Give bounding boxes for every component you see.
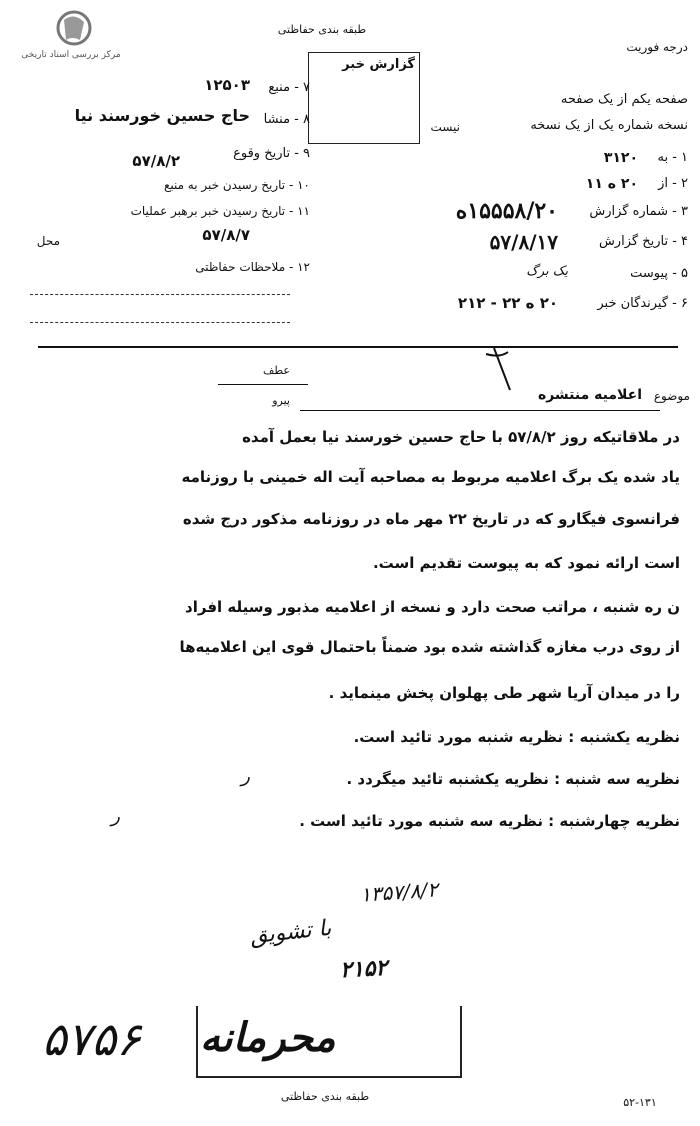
body-line-7: را در میدان آریا شهر طی پهلوان پخش مینماید . (328, 684, 680, 702)
form-right-value-5: یک برگ (526, 264, 568, 279)
subject-underline (300, 410, 660, 411)
body-line-6: از روی درب مغازه گذاشته شده بود ضمناً باحتمال قوی این اعلامیه‌ها (179, 638, 680, 656)
subject-label: موضوع (653, 389, 690, 403)
form-right-label-3: ۳ - شماره گزارش (589, 204, 688, 219)
opinion-sign-2: ر (111, 806, 120, 827)
opinion-row-2 (24, 806, 680, 836)
subject-value: اعلامیه منتشره (537, 387, 642, 403)
copy-line: نسخه شماره یک از یک نسخه (530, 118, 688, 133)
form-left-value-place: ۵۷/۸/۷ (202, 226, 250, 244)
form-left-label-10: ۱۰ - تاریخ رسیدن خبر به منبع (163, 178, 310, 192)
opinion-text-2: نظریه چهارشنبه : نظریه سه شنبه مورد تائید است . (299, 812, 680, 830)
form-right-label-1: ۱ - به (657, 150, 688, 165)
body-line-4: است ارائه نمود که به پیوست تقدیم است. (372, 554, 680, 572)
form-right-label-4: ۴ - تاریخ گزارش (598, 234, 688, 249)
urgency-label: درجه فوریت (626, 40, 688, 54)
body-line-3: فرانسوی فیگارو که در تاریخ ۲۲ مهر ماه در روزنامه مذکور درج شده (182, 510, 680, 528)
form-left-label-11: ۱۱ - تاریخ رسیدن خبر برهبر عملیات (130, 204, 310, 218)
divider-left-1 (30, 294, 290, 295)
opinion-text-1: نظریه سه شنبه : نظریه یکشنبه تائید میگردد . (346, 770, 680, 788)
handwritten-date: ۱۳۵۷/۸/۲ (359, 877, 439, 907)
body-line-1: در ملاقاتیکه روز ۵۷/۸/۲ با حاج حسین خورسند نیا بعمل آمده (242, 428, 680, 446)
form-right-value-2: ۲۰ ه ۱۱ (585, 176, 638, 192)
page-number: ۵۲-۱۳۱ (623, 1096, 657, 1109)
handwritten-number: ۲۱۵۲ (339, 954, 388, 984)
main-rule (38, 346, 678, 348)
opinion-row-1 (24, 766, 680, 796)
form-left (10, 68, 310, 318)
checkmark-icon (480, 344, 520, 394)
form-right-label-5: ۵ - پیوست (630, 266, 688, 281)
form-left-value-8: حاج حسین خورسند نیا (74, 106, 250, 125)
body-line-5: ن ره شنبه ، مراتب صحت دارد و نسخه از اعلامیه مذبور وسیله افراد (185, 598, 680, 616)
form-left-value-9: ۵۷/۸/۲ (132, 152, 180, 170)
report-stamp-label: گزارش خبر (342, 57, 415, 72)
form-left-label-7: ۷ - منبع (268, 80, 310, 95)
form-right-value-1: ۳۱۲۰ (603, 150, 638, 166)
form-left-label-place: محل (36, 234, 60, 248)
classification-top: طبقه بندی حفاظتی (277, 23, 367, 36)
side-note-follow: پیرو (272, 394, 290, 407)
body-line-2: یاد شده یک برگ اعلامیه مربوط به مصاحبه آیت اله خمینی با روزنامه (181, 468, 680, 486)
form-right (360, 150, 688, 320)
handwritten-note: با تشویق (248, 915, 333, 950)
form-right-label-6: ۶ - گیرندگان خبر (597, 296, 688, 311)
side-note-ref: عطف (263, 364, 290, 377)
form-left-label-8: ۸ - منشا (263, 112, 310, 127)
classification-bottom: طبقه بندی حفاظتی (280, 1090, 370, 1103)
archive-logo (16, 10, 126, 66)
archive-logo-icon (52, 10, 96, 46)
archive-logo-caption: مرکز بررسی اسناد تاریخی (21, 50, 121, 60)
confidential-mark: محرمانه (200, 1014, 336, 1061)
form-right-value-6: ۲۰ ه ۲۲ - ۲۱۲ (457, 294, 558, 312)
form-left-label-12: ۱۲ - ملاحظات حفاظتی (195, 260, 310, 274)
opinion-sign-1: ر (241, 766, 250, 787)
handwritten-file-number: ۵۷۵۶ (42, 1012, 141, 1066)
form-left-label-9: ۹ - تاریخ وقوع (233, 146, 310, 161)
body-line-8: نظریه یکشنبه : نظریه شنبه مورد تائید است. (353, 728, 680, 746)
confidential-box (196, 1006, 462, 1078)
form-left-value-7: ۱۲۵۰۳ (204, 76, 250, 94)
form-right-value-4: ۵۷/۸/۱۷ (489, 230, 558, 254)
form-right-value-3: ۱۵۵۵۸/۲۰ه (455, 198, 558, 224)
side-note-divider (218, 384, 308, 385)
divider-left-2 (30, 322, 290, 323)
copy-mark: نیست (430, 120, 460, 134)
form-right-label-2: ۲ - از (658, 176, 688, 191)
page-line: صفحه یکم از یک صفحه (560, 92, 688, 107)
